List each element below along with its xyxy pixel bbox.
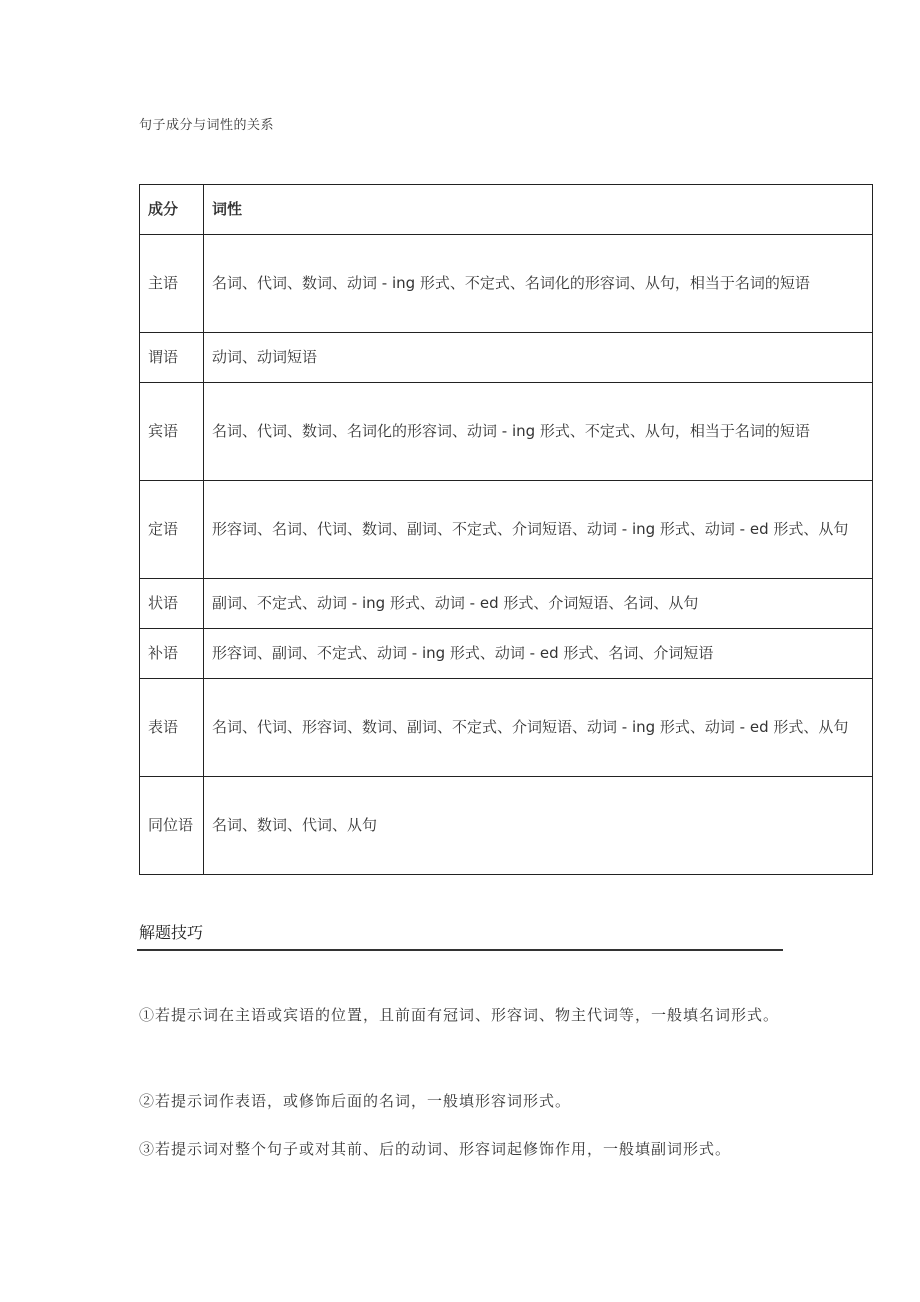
component-cell: 宾语 [140, 383, 204, 481]
pos-cell: 形容词、名词、代词、数词、副词、不定式、介词短语、动词 - ing 形式、动词 - ed 形式、从句 [204, 481, 873, 579]
component-cell [140, 777, 204, 875]
component-cell: 定语 [140, 481, 204, 579]
pos-cell: 名词、数词、代词、从句 [204, 777, 873, 875]
component-text: 同位语 [148, 816, 194, 834]
tips-heading: 解题技巧 [139, 923, 204, 942]
table-row [140, 579, 873, 629]
header-pos-cell: 词性 [204, 185, 873, 235]
pos-cell: 形容词、副词、不定式、动词 - ing 形式、动词 - ed 形式、名词、介词短语 [204, 629, 873, 679]
table-row [140, 629, 873, 679]
component-pos-table [139, 184, 873, 875]
table-row [140, 383, 873, 481]
table-row [140, 777, 873, 875]
table-row [140, 235, 873, 333]
table-row [140, 679, 873, 777]
pos-cell: 副词、不定式、动词 - ing 形式、动词 - ed 形式、介词短语、名词、从句 [204, 579, 873, 629]
pos-cell: 动词、动词短语 [204, 333, 873, 383]
pos-cell: 名词、代词、数词、动词 - ing 形式、不定式、名词化的形容词、从句，相当于名词的短语 [204, 235, 873, 333]
table-header-row [140, 185, 873, 235]
header-component-cell: 成分 [140, 185, 204, 235]
divider [137, 949, 783, 951]
component-cell: 主语 [140, 235, 204, 333]
tip-item: ①若提示词在主语或宾语的位置，且前面有冠词、形容词、物主代词等，一般填名词形式。 [139, 1006, 780, 1024]
component-cell: 补语 [140, 629, 204, 679]
tip-item: ②若提示词作表语，或修饰后面的名词，一般填形容词形式。 [139, 1092, 572, 1110]
pos-cell: 名词、代词、形容词、数词、副词、不定式、介词短语、动词 - ing 形式、动词 - ed 形式、从句 [204, 679, 873, 777]
component-cell: 状语 [140, 579, 204, 629]
document-title: 句子成分与词性的关系 [139, 118, 275, 133]
component-cell: 表语 [140, 679, 204, 777]
tip-item: ③若提示词对整个句子或对其前、后的动词、形容词起修饰作用，一般填副词形式。 [139, 1140, 732, 1158]
table-row [140, 481, 873, 579]
pos-cell: 名词、代词、数词、名词化的形容词、动词 - ing 形式、不定式、从句，相当于名词的短语 [204, 383, 873, 481]
component-cell: 谓语 [140, 333, 204, 383]
table-row [140, 333, 873, 383]
